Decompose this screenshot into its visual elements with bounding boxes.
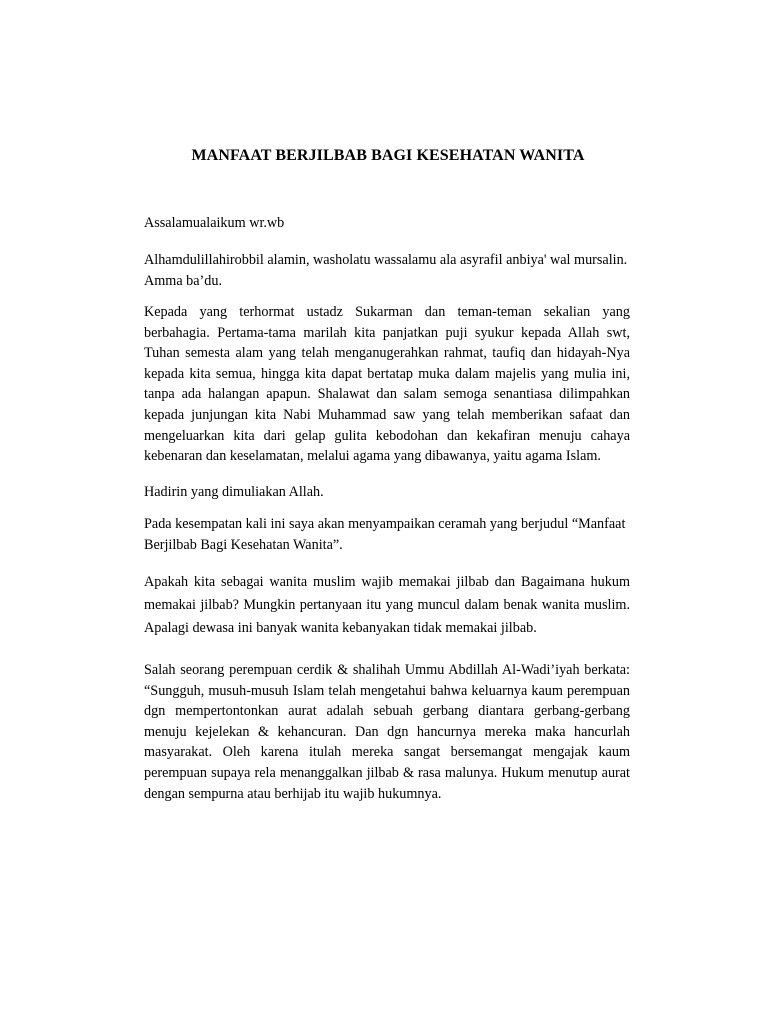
address-paragraph: Kepada yang terhormat ustadz Sukarman dan teman-teman sekalian yang berbahagia. Pertama-tama marilah kita panjatkan puji syukur kepada Allah swt, Tuhan semesta alam yang telah menganugerahkan rahmat, taufiq dan hidayah-Nya kepada kita semua, hingga kita dapat bertatap muka dalam majelis yang mulia ini, tanpa ada halangan apapun. Shalawat dan salam semoga senantiasa dilimpahkan kepada junjungan kita Nabi Muhammad saw yang telah memberikan safaat dan mengeluarkan kita dari gelap gulita kebodohan dan kekafiran menuju cahaya kebenaran dan keselamatan, melalui agama yang dibawanya, yaitu agama Islam.: [144, 304, 630, 465]
hadirin-paragraph: Hadirin yang dimuliakan Allah.: [144, 484, 324, 500]
quote-paragraph: Salah seorang perempuan cerdik & shalihah Ummu Abdillah Al-Wadi’iyah berkata: “Sungguh, musuh-musuh Islam telah mengetahui bahwa keluarnya kaum perempuan dgn mempertontonkan aurat adalah sebuah gerbang diantara gerbang-gerbang menuju kejelekan & kehancuran. Dan dgn hancurnya mereka maka hancurlah masyarakat. Oleh karena itulah mereka sangat bersemangat mengajak kaum perempuan supaya rela menanggalkan jilbab & rasa malunya. Hukum menutup aurat dengan sempurna atau berhijab itu wajib hukumnya.: [144, 662, 630, 802]
question-paragraph: Apakah kita sebagai wanita muslim wajib memakai jilbab dan Bagaimana hukum memakai jilbab? Mungkin pertanyaan itu yang muncul dalam benak wanita muslim. Apalagi dewasa ini banyak wanita kebanyakan tidak memakai jilbab.: [144, 574, 630, 636]
opening-paragraph: Alhamdulillahirobbil alamin, washolatu wassalamu ala asyrafil anbiya' wal mursalin. Amma ba’du.: [144, 252, 628, 289]
topic-paragraph: Pada kesempatan kali ini saya akan menyampaikan ceramah yang berjudul “Manfaat Berjilbab Bagi Kesehatan Wanita”.: [144, 516, 626, 553]
greeting-paragraph: Assalamualaikum wr.wb: [144, 215, 285, 231]
document-title: MANFAAT BERJILBAB BAGI KESEHATAN WANITA: [191, 147, 585, 164]
